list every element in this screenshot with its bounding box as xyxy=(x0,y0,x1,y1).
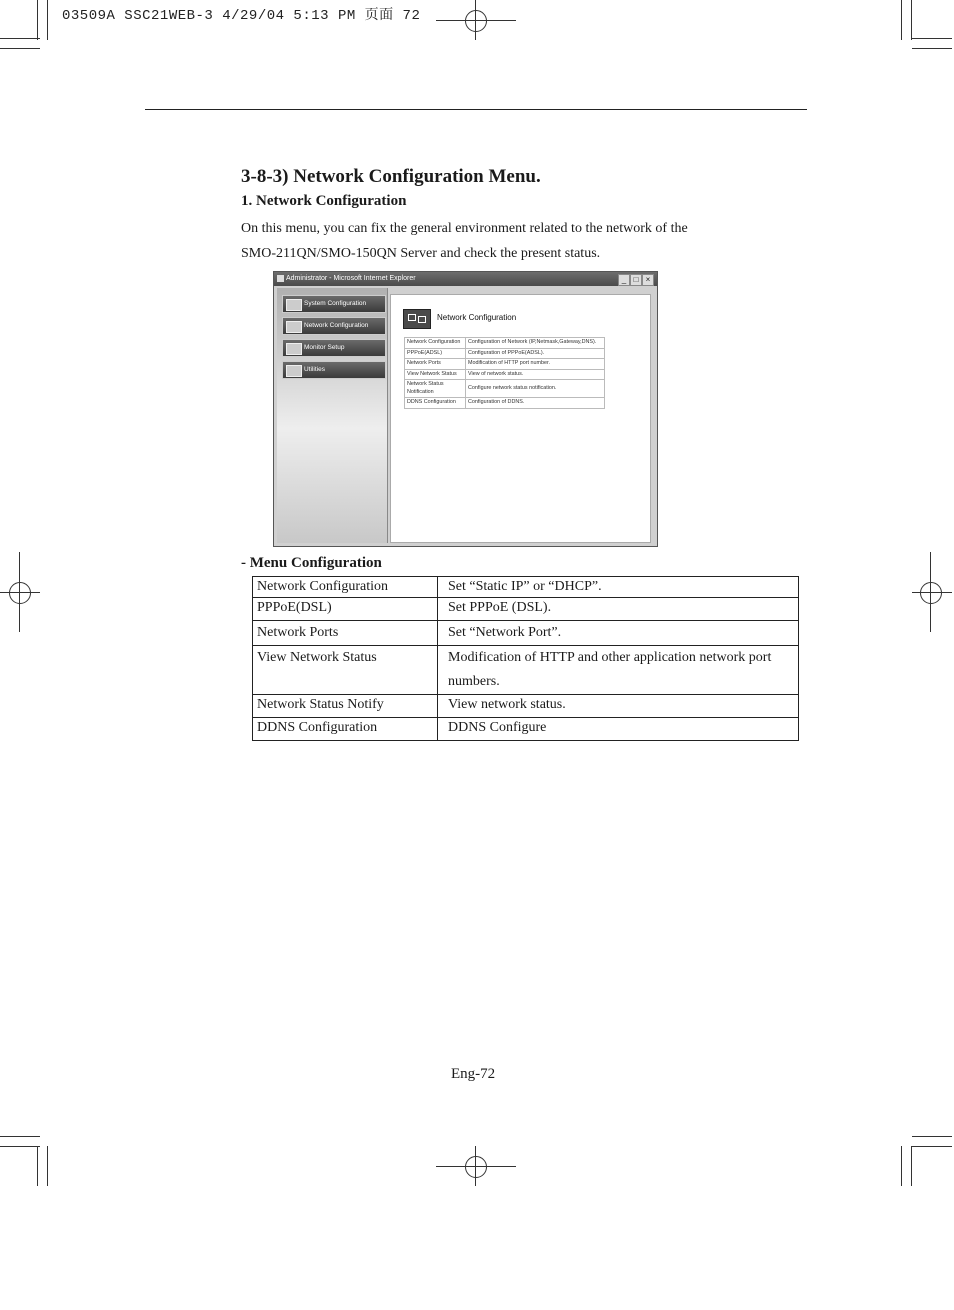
menu-link[interactable]: View Network Status xyxy=(405,369,466,380)
menu-desc: Modification of HTTP port number. xyxy=(466,359,605,370)
menu-link[interactable]: Network Ports xyxy=(405,359,466,370)
table-row xyxy=(253,718,799,741)
menu-description: Set “Static IP” or “DHCP”. xyxy=(438,577,799,598)
window-title: Administrator - Microsoft Internet Explorer xyxy=(286,275,416,282)
content-pane xyxy=(390,294,651,543)
table-row[interactable] xyxy=(405,338,605,349)
crop-mark xyxy=(911,0,912,40)
crop-mark xyxy=(912,48,952,49)
crop-mark xyxy=(912,38,952,39)
crop-mark xyxy=(901,1146,902,1186)
menu-description: DDNS Configure xyxy=(438,718,799,741)
menu-configuration-title: - Menu Configuration xyxy=(241,555,382,571)
crop-mark xyxy=(912,1136,952,1137)
menu-configuration-table xyxy=(252,576,799,741)
close-button[interactable]: × xyxy=(642,274,654,286)
table-row[interactable] xyxy=(405,380,605,398)
window-titlebar xyxy=(274,272,657,286)
registration-mark xyxy=(9,582,31,604)
menu-item: Network Configuration xyxy=(253,577,438,598)
crop-mark xyxy=(0,38,40,39)
table-row[interactable] xyxy=(405,398,605,409)
menu-item: View Network Status xyxy=(253,646,438,695)
menu-item: Network Ports xyxy=(253,621,438,646)
network-icon xyxy=(286,321,302,333)
menu-link[interactable]: Network Configuration xyxy=(405,338,466,349)
minimize-button[interactable]: _ xyxy=(618,274,630,286)
menu-desc: View of network status. xyxy=(466,369,605,380)
table-row xyxy=(253,695,799,718)
sidebar-item-utilities[interactable] xyxy=(282,361,386,379)
table-row xyxy=(253,598,799,621)
menu-item: Network Status Notify xyxy=(253,695,438,718)
print-header: 03509A SSC21WEB-3 4/29/04 5:13 PM 页面 72 xyxy=(62,8,421,24)
table-row xyxy=(253,621,799,646)
monitor-icon xyxy=(286,343,302,355)
menu-link[interactable]: Network Status Notification xyxy=(405,380,466,398)
crop-mark xyxy=(47,0,48,40)
page-number: Eng-72 xyxy=(451,1066,496,1082)
description-line: On this menu, you can fix the general environment related to the network of the xyxy=(241,221,688,236)
menu-description: Set PPPoE (DSL). xyxy=(438,598,799,621)
maximize-button[interactable]: □ xyxy=(630,274,642,286)
table-row[interactable] xyxy=(405,348,605,359)
menu-link[interactable]: PPPoE(ADSL) xyxy=(405,348,466,359)
sidebar-item-monitor-setup[interactable] xyxy=(282,339,386,357)
sidebar-item-label: Monitor Setup xyxy=(304,344,345,351)
crop-mark xyxy=(0,1136,40,1137)
registration-mark xyxy=(465,1156,487,1178)
sidebar-item-label: Utilities xyxy=(304,366,325,373)
menu-desc: Configure network status notification. xyxy=(466,380,605,398)
registration-mark xyxy=(465,10,487,32)
menu-desc: Configuration of Network (IP,Netmask,Gateway,DNS). xyxy=(466,338,605,349)
table-row[interactable] xyxy=(405,359,605,370)
section-title: 3-8-3) Network Configuration Menu. xyxy=(241,166,541,187)
browser-window-screenshot xyxy=(273,271,658,547)
menu-desc: Configuration of PPPoE(ADSL). xyxy=(466,348,605,359)
menu-desc: Configuration of DDNS. xyxy=(466,398,605,409)
crop-mark xyxy=(0,1146,40,1147)
menu-item: DDNS Configuration xyxy=(253,718,438,741)
sidebar xyxy=(277,288,388,543)
table-row xyxy=(253,646,799,695)
sidebar-item-system-configuration[interactable] xyxy=(282,295,386,313)
section-description xyxy=(241,216,801,266)
menu-item: PPPoE(DSL) xyxy=(253,598,438,621)
crop-mark xyxy=(37,0,38,40)
monitor-icon xyxy=(286,299,302,311)
sidebar-item-network-configuration[interactable] xyxy=(282,317,386,335)
menu-link[interactable]: DDNS Configuration xyxy=(405,398,466,409)
sidebar-item-label: Network Configuration xyxy=(304,322,369,329)
description-line: SMO-211QN/SMO-150QN Server and check the present status. xyxy=(241,246,601,261)
registration-mark xyxy=(920,582,942,604)
menu-description: View network status. xyxy=(438,695,799,718)
menu-description: Modification of HTTP and other application network port numbers. xyxy=(438,646,799,695)
header-rule xyxy=(145,109,807,110)
crop-mark xyxy=(0,48,40,49)
crop-mark xyxy=(912,1146,952,1147)
crop-mark xyxy=(901,0,902,40)
crop-mark xyxy=(47,1146,48,1186)
section-subtitle: 1. Network Configuration xyxy=(241,193,407,209)
crop-mark xyxy=(911,1146,912,1186)
table-row[interactable] xyxy=(405,369,605,380)
content-title: Network Configuration xyxy=(437,313,517,322)
sidebar-item-label: System Configuration xyxy=(304,300,367,307)
table-row xyxy=(253,577,799,598)
crop-mark xyxy=(37,1146,38,1186)
network-icon xyxy=(403,309,431,329)
tools-icon xyxy=(286,365,302,377)
menu-description: Set “Network Port”. xyxy=(438,621,799,646)
ie-icon xyxy=(277,275,284,282)
network-menu-table xyxy=(404,337,605,409)
